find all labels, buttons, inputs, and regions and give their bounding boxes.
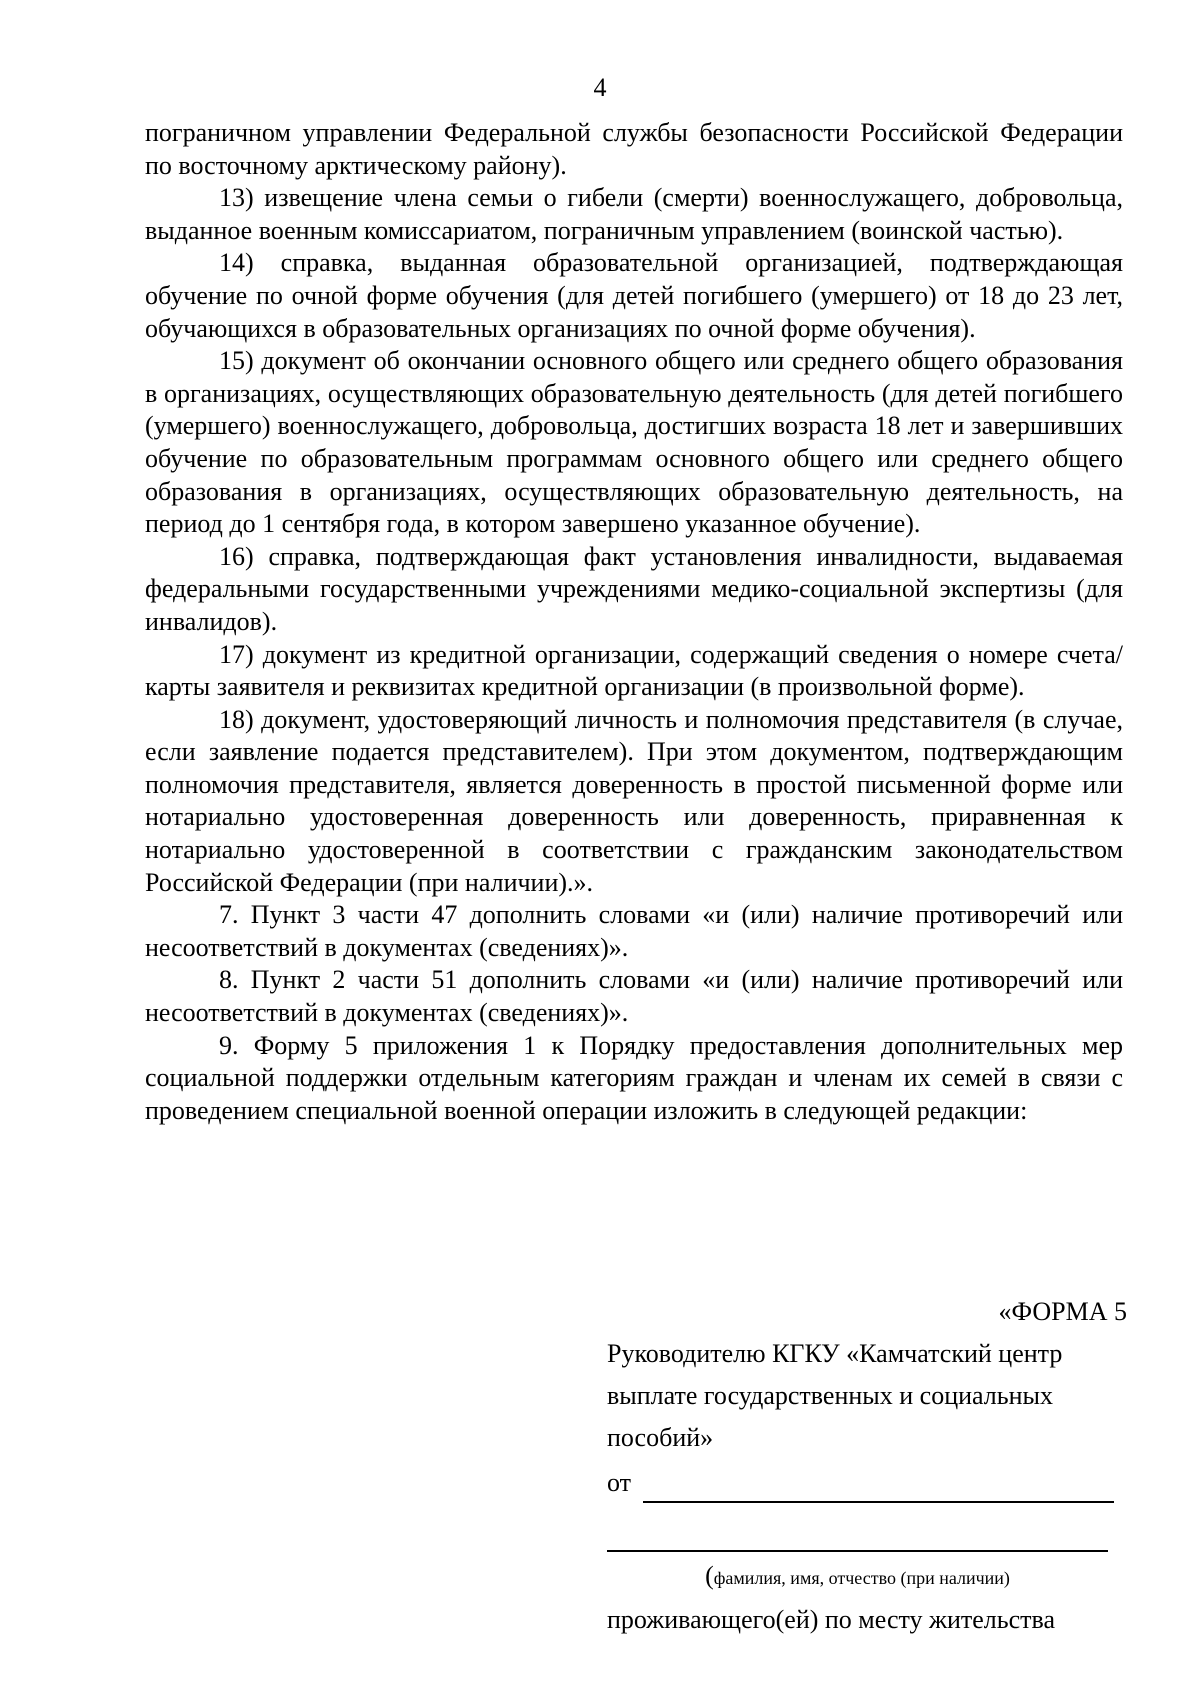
paragraph-point-8: 8. Пункт 2 части 51 дополнить словами «и (или) наличие противоречий или несоответствий в документах (сведениях)». xyxy=(145,965,1123,1028)
document-body xyxy=(145,117,1123,1127)
paragraph-item-14: 14) справка, выданная образовательной организацией, подтверждающая обучение по очной форме обучения (для детей погибшего (умершего) от 18 до 23 лет, обучающихся в образовательных организациях по очной форме обучения). xyxy=(145,248,1123,343)
paragraph-item-16: 16) справка, подтверждающая факт установления инвалидности, выдаваемая федеральными государственными учреждениями медико-социальной экспертизы (для инвалидов). xyxy=(145,541,1123,636)
form-addressee: Руководителю КГКУ «Камчатский центр выплате государственных и социальных пособий» xyxy=(607,1339,1063,1452)
fio-caption-paren: ( xyxy=(705,1561,714,1590)
page-number: 4 xyxy=(593,73,607,102)
paragraph-item-18: 18) документ, удостоверяющий личность и полномочия представителя (в случае, если заявление подается представителем). При этом документом, подтверждающим полномочия представителя, является доверенность в простой письменной форме или нотариально удостоверенная доверенность или доверенность, приравненная к нотариально удостоверенной в соответствии с гражданским законодательством Российской Федерации (при наличии).». xyxy=(145,704,1123,897)
paragraph-item-15: 15) документ об окончании основного общего или среднего общего образования в организациях, осуществляющих образовательную деятельность (для детей погибшего (умершего) военнослужащего, добровольца, достигших возраста 18 лет и завершивших обучение по образовательным программам основного общего или среднего общего образования в организациях, осуществляющих образовательную деятельность, на период до 1 сентября года, в котором завершено указанное обучение). xyxy=(145,346,1123,539)
fio-caption-text: фамилия, имя, отчество (при наличии) xyxy=(713,1568,1010,1588)
paragraph-continuation: пограничном управлении Федеральной службы безопасности Российской Федерации по восточному арктическому району). xyxy=(145,118,1123,180)
from-label: от xyxy=(607,1468,632,1497)
paragraph-item-13: 13) извещение члена семьи о гибели (смерти) военнослужащего, добровольца, выданное военным комиссариатом, пограничным управлением (воинской частью). xyxy=(145,183,1123,245)
fio-blank-line xyxy=(607,1550,1108,1552)
paragraph-point-7: 7. Пункт 3 части 47 дополнить словами «и (или) наличие противоречий или несоответствий в документах (сведениях)». xyxy=(145,900,1123,962)
form-title: «ФОРМА 5 xyxy=(998,1297,1127,1326)
fio-caption xyxy=(607,1561,1108,1593)
paragraph-item-17: 17) документ из кредитной организации, содержащий сведения о номере счета/карты заявителя и реквизитах кредитной организации (в произвольной форме). xyxy=(145,639,1123,702)
residing-text: проживающего(ей) по месту жительства xyxy=(607,1605,1055,1634)
from-blank-line xyxy=(643,1501,1114,1503)
from-row xyxy=(607,1459,1127,1503)
paragraph-point-9: 9. Форму 5 приложения 1 к Порядку предоставления дополнительных мер социальной поддержки отдельным категориям граждан и членам их семей в связи с проведением специальной военной операции изложить в следующей редакции: xyxy=(145,1030,1123,1125)
